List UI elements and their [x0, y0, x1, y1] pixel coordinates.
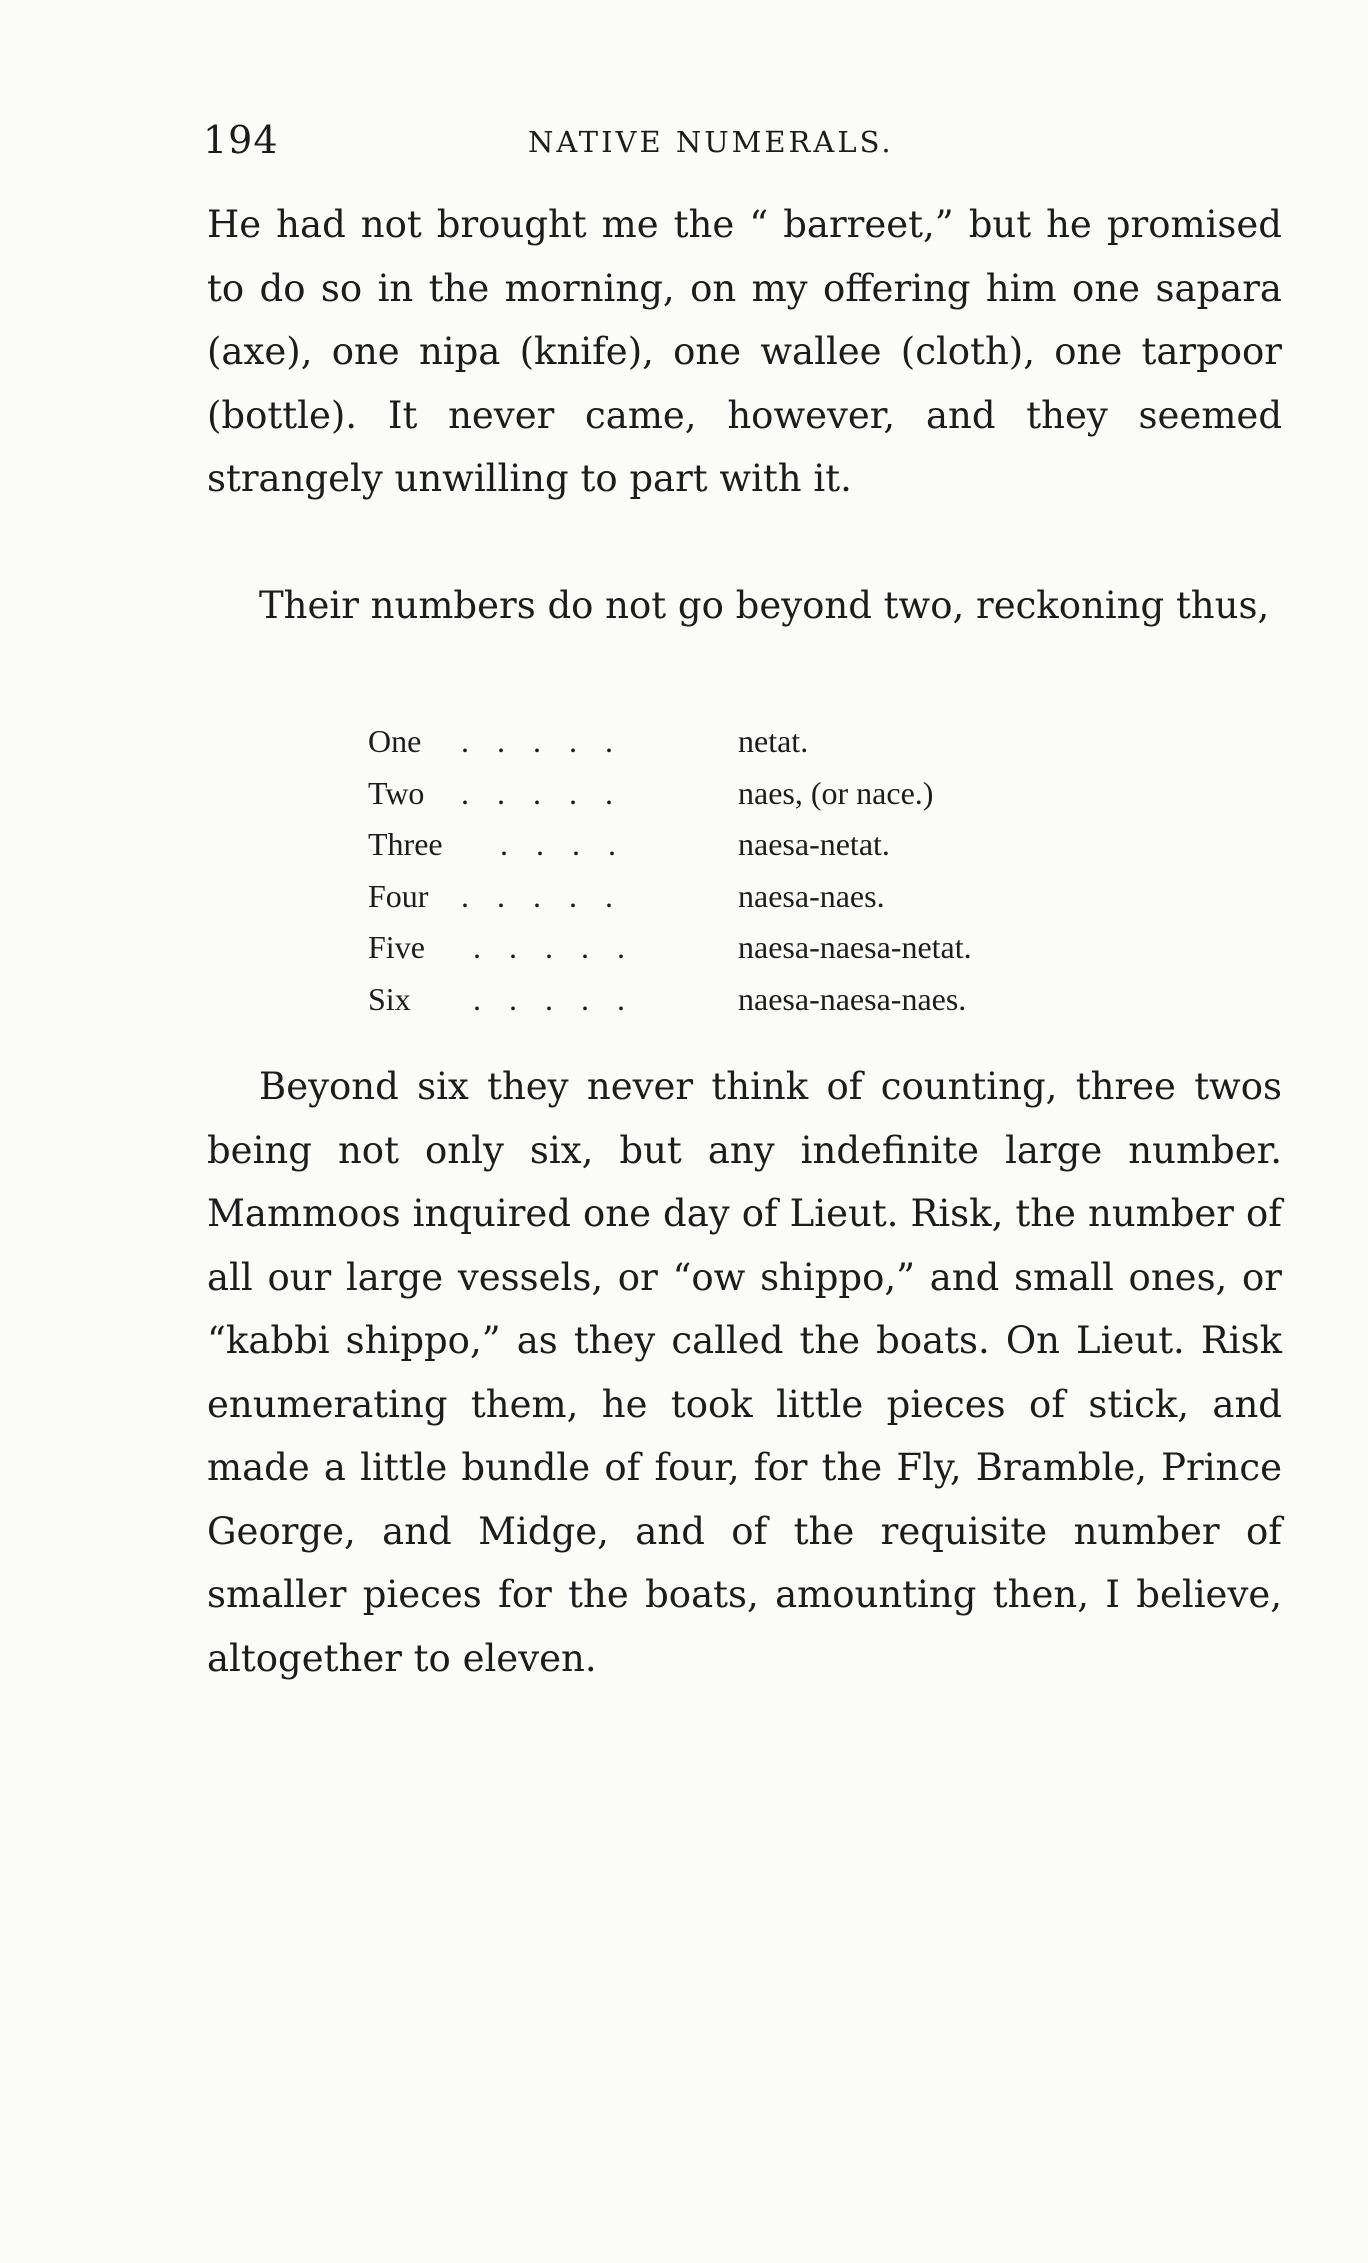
leader-dots: . . . . — [500, 826, 626, 862]
page-number: 194 — [203, 118, 279, 162]
numeral-english: Five — [368, 929, 425, 965]
numeral-english: One — [368, 723, 422, 759]
numeral-native: naesa-naesa-netat. — [738, 929, 972, 965]
running-head — [203, 118, 1278, 168]
numeral-row-five — [368, 929, 1088, 981]
numeral-english: Three — [368, 826, 443, 862]
leader-dots: . . . . . — [461, 723, 623, 759]
numeral-native: naesa-netat. — [738, 826, 890, 862]
paragraph-numbers-intro: Their numbers do not go beyond two, reckoning thus, — [259, 584, 1270, 627]
numerals-table — [368, 723, 1088, 1032]
leader-dots: . . . . . — [473, 980, 635, 1017]
leader-dots: . . . . . — [461, 774, 623, 811]
numeral-english: Six — [368, 980, 411, 1017]
numeral-row-six — [368, 981, 1088, 1033]
numeral-native: naesa-naes. — [738, 877, 885, 914]
paragraph-barreet: He had not brought me the “ barreet,” but he promised to do so in the morning, on my offering him one sapara (axe), one nipa (knife), one wallee (cloth), one tarpoor (bottle). It never came, however, and they seemed strangely unwilling to part with it. — [207, 203, 1282, 500]
numeral-native: naes, (or nace.) — [738, 774, 934, 811]
numeral-native: naesa-naesa-naes. — [738, 980, 967, 1017]
numeral-row-three — [368, 826, 1088, 878]
leader-dots: . . . . . — [461, 877, 623, 914]
numeral-row-one — [368, 723, 1088, 775]
numeral-native: netat. — [738, 723, 809, 759]
paragraph-counting: Beyond six they never think of counting, three twos being not only six, but any indefinite large number. Mammoos inquired one day of Lieut. Risk, the number of all our large vessels, or “ow shippo,” and small ones, or “kabbi shippo,” as they called the boats. On Lieut. Risk enumerating them, he took little pieces of stick, and made a little bundle of four, for the Fly, Bramble, Prince George, and Midge, and of the requisite number of smaller pieces for the boats, amounting then, I believe, altogether to eleven. — [207, 1065, 1282, 1680]
numeral-row-two — [368, 775, 1088, 827]
numeral-english: Four — [368, 877, 429, 914]
numeral-english: Two — [368, 774, 425, 811]
leader-dots: . . . . . — [473, 929, 635, 965]
running-title: NATIVE NUMERALS. — [528, 125, 894, 159]
numeral-row-four — [368, 878, 1088, 930]
